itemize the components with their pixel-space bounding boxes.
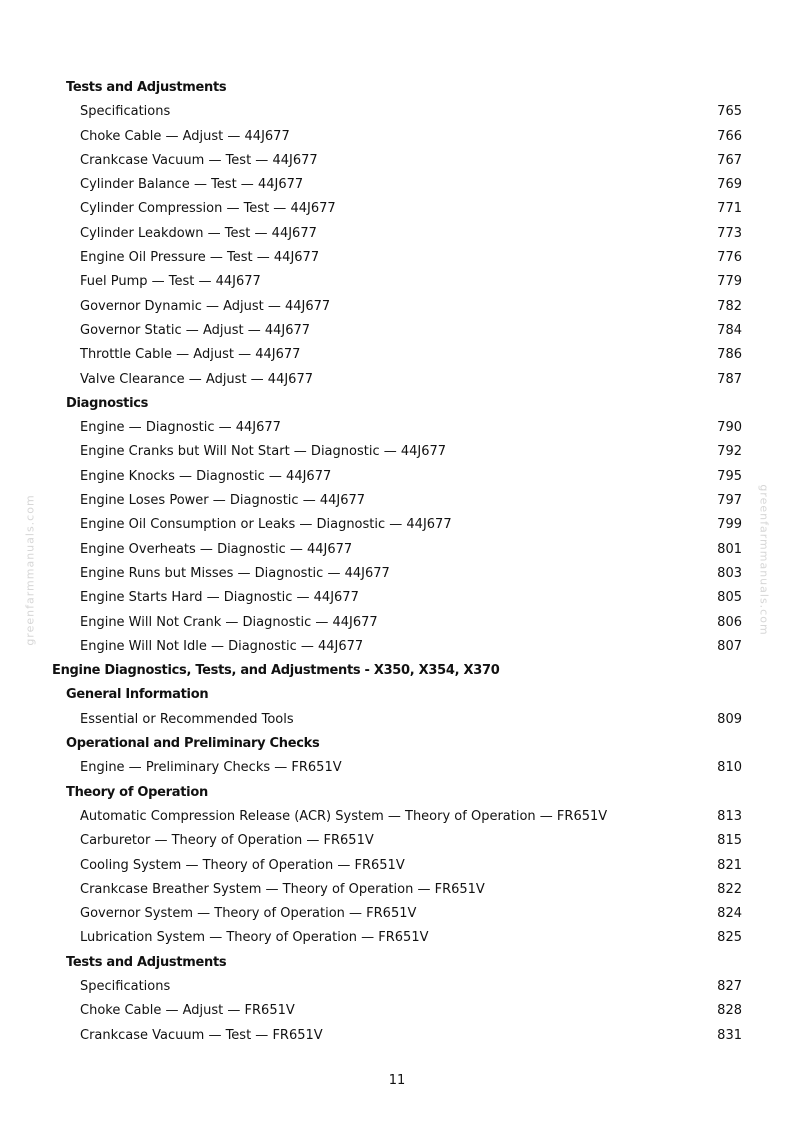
toc-page-number: 822 (717, 881, 742, 897)
toc-entry[interactable] (0, 270, 794, 294)
toc-entry-title: Engine Loses Power — Diagnostic — 44J677 (80, 493, 366, 509)
toc-entry[interactable] (0, 999, 794, 1023)
toc-entry[interactable] (0, 149, 794, 173)
toc-page-number: 765 (717, 104, 742, 120)
toc-section-heading (0, 781, 794, 805)
toc-page-number: 828 (717, 1003, 742, 1019)
toc-entry[interactable] (0, 611, 794, 635)
toc-entry-title: Cooling System — Theory of Operation — FR651V (80, 857, 405, 873)
toc-section-heading (0, 951, 794, 975)
toc-page-number: 767 (717, 152, 742, 168)
toc-entry[interactable] (0, 368, 794, 392)
toc-entry[interactable] (0, 489, 794, 513)
toc-section-heading (0, 392, 794, 416)
toc-page-number: 795 (717, 468, 742, 484)
toc-entry-title: Cylinder Leakdown — Test — 44J677 (80, 225, 317, 241)
toc-entry-title: Choke Cable — Adjust — 44J677 (80, 128, 290, 144)
toc-entry-title: Engine Starts Hard — Diagnostic — 44J677 (80, 590, 359, 606)
watermark-right: greenfarmmanuals.com (757, 484, 771, 636)
toc-page-number: 786 (717, 347, 742, 363)
toc-page-number: 773 (717, 225, 742, 241)
toc-entry-title: Engine — Preliminary Checks — FR651V (80, 760, 342, 776)
toc-page-number: 769 (717, 177, 742, 193)
toc-entry-title: Governor Dynamic — Adjust — 44J677 (80, 298, 331, 314)
toc-entry[interactable] (0, 902, 794, 926)
toc-entry-title: Cylinder Balance — Test — 44J677 (80, 177, 304, 193)
toc-entry-title: Valve Clearance — Adjust — 44J677 (80, 371, 313, 387)
toc-page-number: 825 (717, 930, 742, 946)
table-of-contents (0, 76, 794, 1048)
toc-heading-title: Tests and Adjustments (66, 954, 227, 970)
toc-entry[interactable] (0, 465, 794, 489)
toc-entry-title: Engine Knocks — Diagnostic — 44J677 (80, 468, 332, 484)
toc-entry[interactable] (0, 197, 794, 221)
toc-entry[interactable] (0, 708, 794, 732)
toc-entry-title: Essential or Recommended Tools (80, 711, 294, 727)
toc-entry-title: Engine Oil Consumption or Leaks — Diagnostic — 44J677 (80, 517, 452, 533)
page-number: 11 (388, 1073, 406, 1088)
toc-entry[interactable] (0, 586, 794, 610)
toc-entry[interactable] (0, 926, 794, 950)
toc-section-heading (0, 683, 794, 707)
toc-entry-title: Choke Cable — Adjust — FR651V (80, 1003, 295, 1019)
toc-section-heading (0, 659, 794, 683)
toc-entry[interactable] (0, 538, 794, 562)
toc-entry[interactable] (0, 295, 794, 319)
toc-entry-title: Governor Static — Adjust — 44J677 (80, 322, 311, 338)
toc-entry-title: Engine Oil Pressure — Test — 44J677 (80, 250, 320, 266)
toc-heading-title: Operational and Preliminary Checks (66, 736, 320, 752)
toc-page-number: 792 (717, 444, 742, 460)
toc-entry-title: Engine Runs but Misses — Diagnostic — 44J677 (80, 565, 390, 581)
toc-heading-title: Theory of Operation (66, 784, 208, 800)
toc-page-number: 779 (717, 274, 742, 290)
toc-heading-title: General Information (66, 687, 209, 703)
toc-entry[interactable] (0, 975, 794, 999)
toc-page-number: 803 (717, 565, 742, 581)
toc-page-number: 799 (717, 517, 742, 533)
toc-entry[interactable] (0, 319, 794, 343)
toc-entry[interactable] (0, 635, 794, 659)
toc-entry-title: Automatic Compression Release (ACR) System — Theory of Operation — FR651V (80, 808, 608, 824)
toc-entry[interactable] (0, 562, 794, 586)
toc-entry-title: Carburetor — Theory of Operation — FR651V (80, 833, 374, 849)
toc-page-number: 827 (717, 978, 742, 994)
toc-entry-title: Crankcase Vacuum — Test — FR651V (80, 1027, 323, 1043)
toc-page-number: 790 (717, 420, 742, 436)
toc-entry[interactable] (0, 100, 794, 124)
toc-entry[interactable] (0, 343, 794, 367)
toc-entry[interactable] (0, 246, 794, 270)
toc-entry[interactable] (0, 416, 794, 440)
toc-entry-title: Lubrication System — Theory of Operation — FR651V (80, 930, 429, 946)
toc-heading-title: Diagnostics (66, 395, 149, 411)
toc-page-number: 782 (717, 298, 742, 314)
toc-entry[interactable] (0, 440, 794, 464)
toc-entry-title: Engine Cranks but Will Not Start — Diagnostic — 44J677 (80, 444, 447, 460)
toc-entry[interactable] (0, 222, 794, 246)
toc-heading-title: Tests and Adjustments (66, 80, 227, 95)
toc-heading-title: Engine Diagnostics, Tests, and Adjustments - X350, X354, X370 (52, 663, 500, 679)
toc-entry-title: Fuel Pump — Test — 44J677 (80, 274, 261, 290)
toc-page-number: 821 (717, 857, 742, 873)
toc-entry-title: Engine — Diagnostic — 44J677 (80, 420, 281, 436)
toc-page-number: 805 (717, 590, 742, 606)
toc-entry[interactable] (0, 756, 794, 780)
toc-section-heading (0, 76, 794, 100)
toc-page-number: 831 (717, 1027, 742, 1043)
toc-entry[interactable] (0, 513, 794, 537)
toc-entry-title: Cylinder Compression — Test — 44J677 (80, 201, 336, 217)
toc-page-number: 815 (717, 833, 742, 849)
toc-page-number: 776 (717, 250, 742, 266)
toc-page-number: 824 (717, 906, 742, 922)
toc-entry-title: Crankcase Vacuum — Test — 44J677 (80, 152, 318, 168)
toc-entry-title: Specifications (80, 104, 171, 120)
toc-entry-title: Engine Overheats — Diagnostic — 44J677 (80, 541, 353, 557)
toc-page-number: 784 (717, 322, 742, 338)
toc-page-number: 806 (717, 614, 742, 630)
toc-entry-title: Specifications (80, 978, 171, 994)
toc-page-number: 809 (717, 711, 742, 727)
toc-entry-title: Engine Will Not Idle — Diagnostic — 44J677 (80, 638, 364, 654)
watermark-left: greenfarmmanuals.com (23, 494, 37, 646)
toc-page-number: 801 (717, 541, 742, 557)
toc-entry-title: Crankcase Breather System — Theory of Operation — FR651V (80, 881, 485, 897)
toc-page-number: 807 (717, 638, 742, 654)
toc-page-number: 813 (717, 808, 742, 824)
toc-page-number: 771 (717, 201, 742, 217)
toc-section-heading (0, 732, 794, 756)
toc-page-number: 810 (717, 760, 742, 776)
toc-entry[interactable] (0, 805, 794, 829)
toc-entry[interactable] (0, 125, 794, 149)
toc-page-number: 797 (717, 493, 742, 509)
toc-entry[interactable] (0, 173, 794, 197)
toc-entry[interactable] (0, 829, 794, 853)
toc-entry-title: Engine Will Not Crank — Diagnostic — 44J677 (80, 614, 378, 630)
toc-entry[interactable] (0, 878, 794, 902)
toc-entry[interactable] (0, 1024, 794, 1048)
toc-entry[interactable] (0, 854, 794, 878)
toc-page-number: 766 (717, 128, 742, 144)
toc-page-number: 787 (717, 371, 742, 387)
toc-entry-title: Governor System — Theory of Operation — FR651V (80, 906, 417, 922)
toc-entry-title: Throttle Cable — Adjust — 44J677 (80, 347, 301, 363)
